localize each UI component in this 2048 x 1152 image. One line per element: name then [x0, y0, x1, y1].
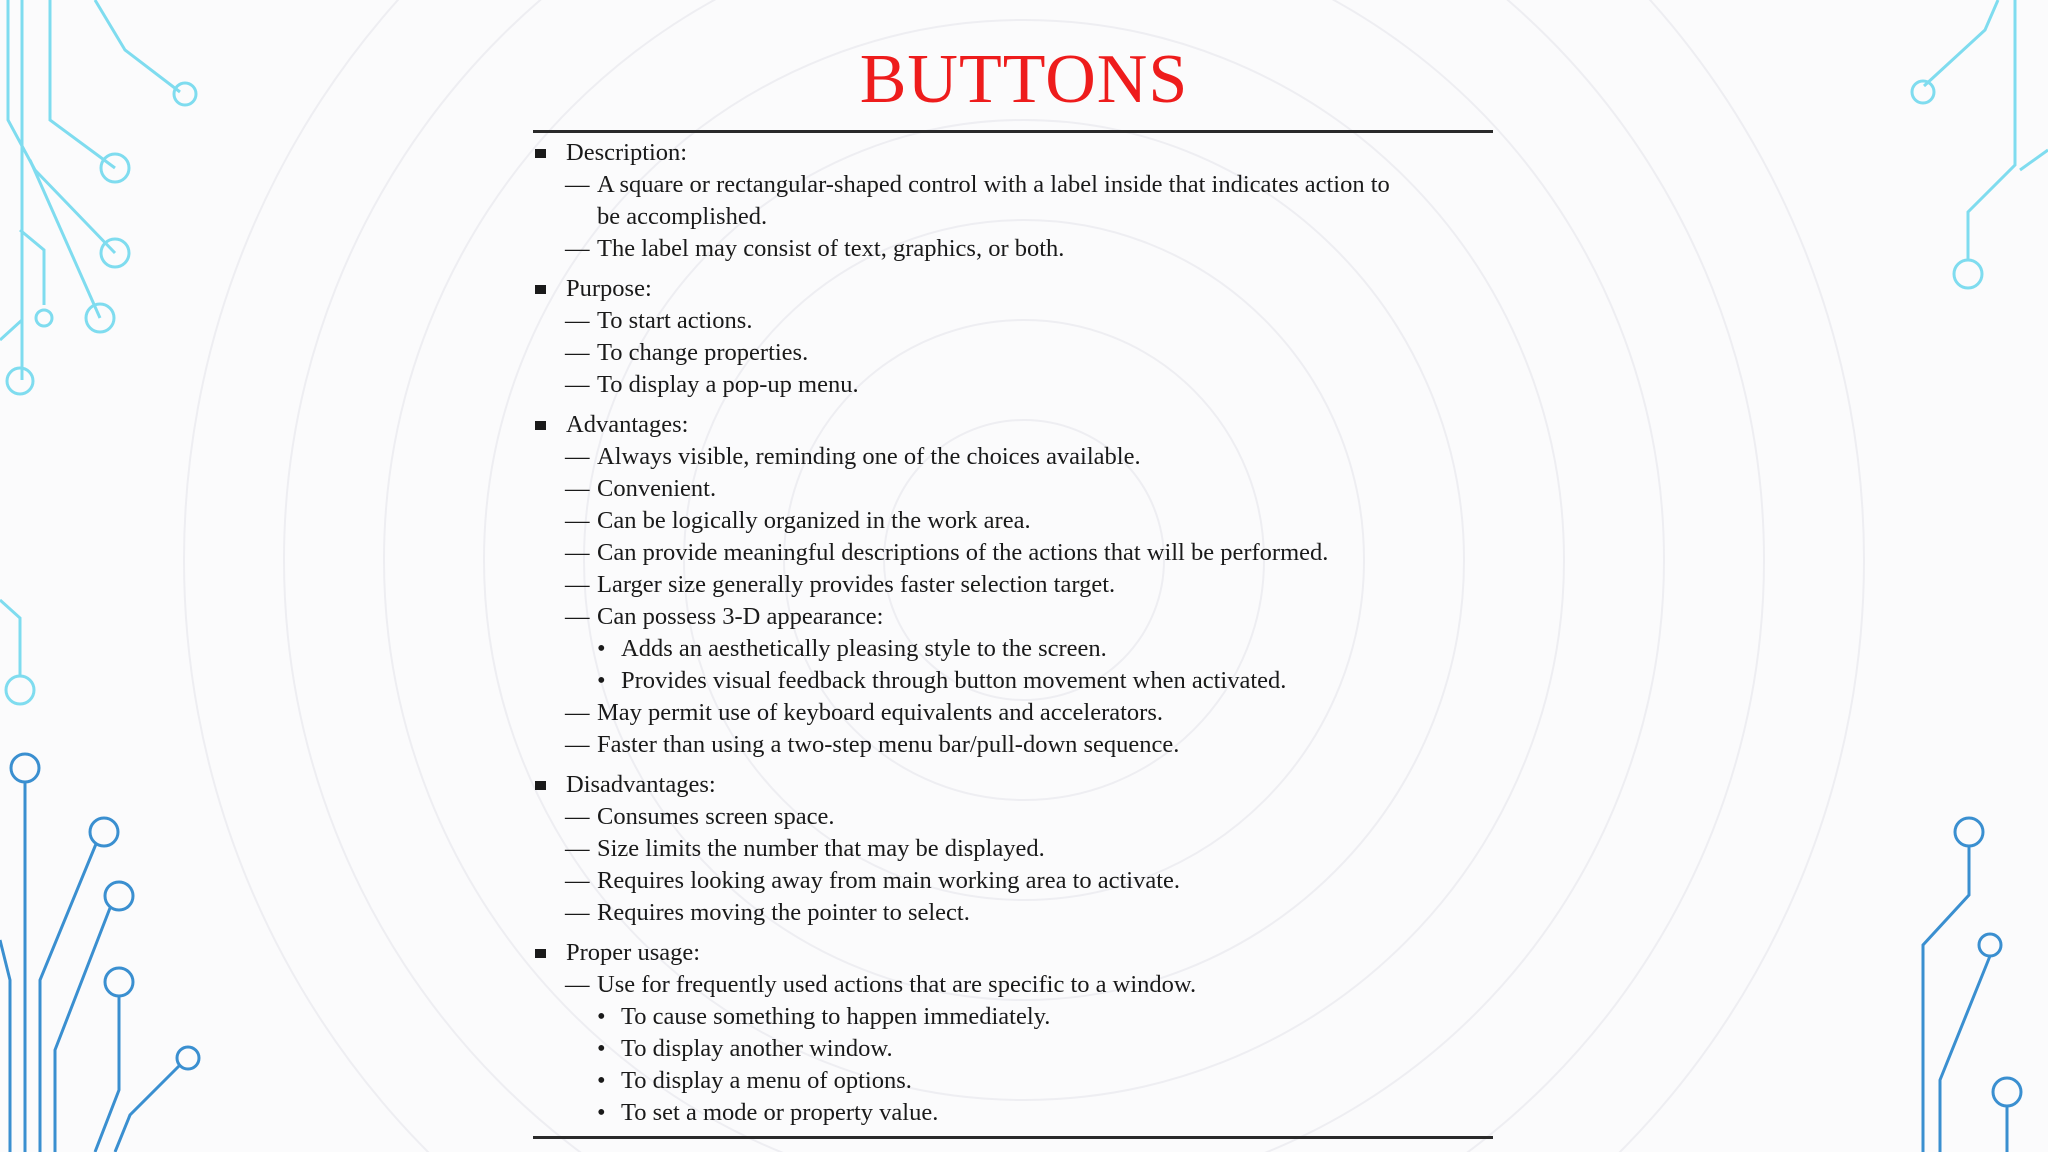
dash-bullet-icon: — [565, 235, 590, 262]
dot-bullet-icon: • [597, 1035, 606, 1062]
dot-bullet-icon: • [597, 635, 606, 662]
section-heading: Purpose: [533, 273, 1493, 305]
section-heading: Advantages: [533, 409, 1493, 441]
section-proper-usage [533, 937, 1493, 1129]
sub-list-item: • Adds an aesthetically pleasing style to the screen. [533, 633, 1493, 665]
square-bullet-icon [535, 149, 546, 158]
dot-bullet-icon: • [597, 1067, 606, 1094]
slide-content [533, 137, 1493, 1137]
dash-bullet-icon: — [565, 731, 590, 758]
dash-bullet-icon: — [565, 971, 590, 998]
dash-bullet-icon: — [565, 171, 590, 198]
top-rule [533, 130, 1493, 133]
list-item: — May permit use of keyboard equivalents and accelerators. [533, 697, 1493, 729]
list-item: — Size limits the number that may be displayed. [533, 833, 1493, 865]
sub-list-item: • To set a mode or property value. [533, 1097, 1493, 1129]
square-bullet-icon [535, 949, 546, 958]
list-item: — The label may consist of text, graphics, or both. [533, 233, 1493, 265]
dash-bullet-icon: — [565, 867, 590, 894]
square-bullet-icon [535, 285, 546, 294]
list-item: — A square or rectangular-shaped control with a label inside that indicates action to [533, 169, 1493, 201]
list-item: — To change properties. [533, 337, 1493, 369]
dash-bullet-icon: — [565, 443, 590, 470]
dash-bullet-icon: — [565, 571, 590, 598]
circuit-lines-left-icon [0, 0, 230, 1152]
slide-title: BUTTONS [859, 41, 1189, 118]
dash-bullet-icon: — [565, 603, 590, 630]
section-advantages [533, 409, 1493, 761]
dash-bullet-icon: — [565, 899, 590, 926]
sub-list-item: • To display a menu of options. [533, 1065, 1493, 1097]
dash-bullet-icon: — [565, 835, 590, 862]
section-description [533, 137, 1493, 265]
sub-list-item: • To display another window. [533, 1033, 1493, 1065]
dash-bullet-icon: — [565, 339, 590, 366]
square-bullet-icon [535, 421, 546, 430]
list-item: — Requires looking away from main working area to activate. [533, 865, 1493, 897]
dash-bullet-icon: — [565, 371, 590, 398]
list-item: — Can be logically organized in the work area. [533, 505, 1493, 537]
circuit-lines-right-icon [1880, 0, 2048, 1152]
dash-bullet-icon: — [565, 307, 590, 334]
dash-bullet-icon: — [565, 475, 590, 502]
sub-list-item: • Provides visual feedback through button movement when activated. [533, 665, 1493, 697]
list-item: — Can possess 3-D appearance: [533, 601, 1493, 633]
dash-bullet-icon: — [565, 539, 590, 566]
dot-bullet-icon: • [597, 1003, 606, 1030]
section-heading: Disadvantages: [533, 769, 1493, 801]
list-item: — To start actions. [533, 305, 1493, 337]
list-item: — Consumes screen space. [533, 801, 1493, 833]
list-item: — Always visible, reminding one of the choices available. [533, 441, 1493, 473]
sub-list-item: • To cause something to happen immediately. [533, 1001, 1493, 1033]
list-item: — Can provide meaningful descriptions of the actions that will be performed. [533, 537, 1493, 569]
dash-bullet-icon: — [565, 507, 590, 534]
section-disadvantages [533, 769, 1493, 929]
dot-bullet-icon: • [597, 1099, 606, 1126]
section-heading: Proper usage: [533, 937, 1493, 969]
dot-bullet-icon: • [597, 667, 606, 694]
list-item: — Use for frequently used actions that are specific to a window. [533, 969, 1493, 1001]
square-bullet-icon [535, 781, 546, 790]
list-item: — To display a pop-up menu. [533, 369, 1493, 401]
list-item: — Faster than using a two-step menu bar/pull-down sequence. [533, 729, 1493, 761]
dash-bullet-icon: — [565, 699, 590, 726]
bottom-rule [533, 1136, 1493, 1139]
section-purpose [533, 273, 1493, 401]
list-item: — Requires moving the pointer to select. [533, 897, 1493, 929]
list-item-continuation: be accomplished. [597, 203, 768, 230]
list-item: — Larger size generally provides faster selection target. [533, 569, 1493, 601]
section-heading: Description: [533, 137, 1493, 169]
dash-bullet-icon: — [565, 803, 590, 830]
list-item: — Convenient. [533, 473, 1493, 505]
